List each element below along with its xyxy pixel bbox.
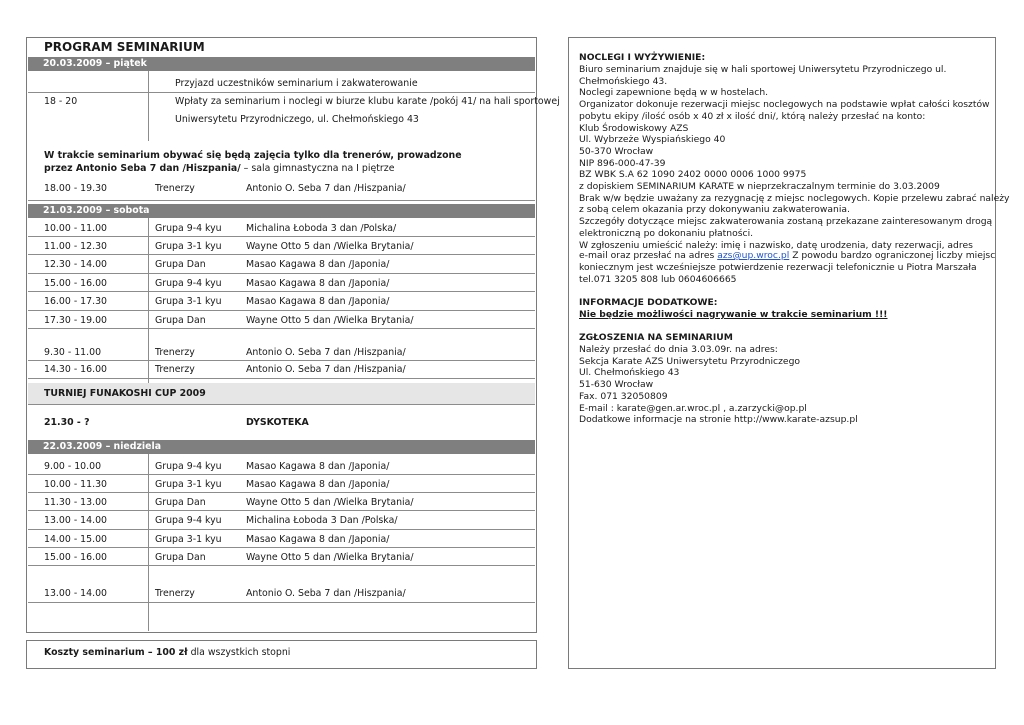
text-line: Należy przesłać do dnia 3.03.09r. na adres: (579, 344, 778, 355)
schedule-instructor: Masao Kagawa 8 dan /Japonia/ (246, 278, 390, 289)
text-line: E-mail : karate@gen.ar.wroc.pl , a.zarzycki@op.pl (579, 402, 807, 414)
row-divider (28, 254, 535, 255)
schedule-group: Grupa 9-4 kyu (155, 515, 222, 526)
text-line: z dopiskiem SEMINARIUM KARATE w nieprzekraczalnym terminie do 3.03.2009 (579, 181, 940, 192)
schedule-time: 15.00 - 16.00 (44, 278, 108, 289)
schedule-group: Trenerzy (155, 364, 195, 375)
schedule-group: Grupa 3-1 kyu (155, 296, 222, 307)
text-line: pobytu ekipy /ilość osób x 40 zł x ilość dni/, którą należy przesłać na konto: (579, 110, 926, 122)
text-line: Fax. 071 32050809 (579, 390, 668, 402)
schedule-time: 10.00 - 11.00 (44, 223, 108, 234)
schedule-instructor: Wayne Otto 5 dan /Wielka Brytania/ (246, 241, 414, 252)
schedule-instructor: Masao Kagawa 8 dan /Japonia/ (246, 461, 390, 472)
text-line: W zgłoszeniu umieścić należy: imię i nazwisko, datę urodzenia, daty rezerwacji, adres (579, 239, 973, 251)
arrival-text: Przyjazd uczestników seminarium i zakwaterowanie (175, 78, 418, 89)
schedule-group: Grupa Dan (155, 552, 206, 563)
row-divider (28, 510, 535, 511)
schedule-instructor: Wayne Otto 5 dan /Wielka Brytania/ (246, 497, 414, 508)
text-line: Ul. Wybrzeże Wyspiańskiego 40 (579, 134, 726, 146)
text-line: tel.071 3205 808 lub 0604606665 (579, 273, 737, 285)
row-divider (28, 378, 535, 379)
text-line: Noclegi zapewnione będą w w hostelach. (579, 87, 769, 99)
email-line (579, 250, 995, 262)
schedule-time: 13.00 - 14.00 (44, 515, 108, 526)
schedule-group: Trenerzy (155, 347, 195, 358)
row-divider (28, 291, 535, 292)
trainer-notice-bold: przez Antonio Seba 7 dan /Hiszpania/ (44, 163, 241, 174)
day-header-friday: 20.03.2009 – piątek (28, 57, 535, 71)
schedule-time: 14.00 - 15.00 (44, 534, 108, 545)
text-line: koniecznym jest wcześniejsze potwierdzenie rezerwacji telefonicznie u Piotra Marszała (579, 262, 977, 273)
text-line: Klub Środowiskowy AZS (579, 122, 689, 134)
trainer-notice-rest: – sala gimnastyczna na I piętrze (240, 163, 395, 174)
row-divider (28, 200, 535, 201)
schedule-group: Grupa 9-4 kyu (155, 223, 222, 234)
schedule-group: Trenerzy (155, 183, 195, 194)
schedule-instructor: Masao Kagawa 8 dan /Japonia/ (246, 479, 390, 490)
schedule-group: Grupa Dan (155, 497, 206, 508)
row-divider (28, 547, 535, 548)
schedule-group: Grupa Dan (155, 315, 206, 326)
schedule-time: 17.30 - 19.00 (44, 315, 108, 326)
payment-text-line2: Uniwersytetu Przyrodniczego, ul. Chełmońskiego 43 (175, 114, 419, 125)
registration-title: ZGŁOSZENIA NA SEMINARIUM (579, 332, 733, 343)
schedule-time: 12.30 - 14.00 (44, 259, 108, 270)
schedule-time: 9.00 - 10.00 (44, 461, 102, 472)
schedule-instructor: Antonio O. Seba 7 dan /Hiszpania/ (246, 347, 406, 358)
payment-time: 18 - 20 (44, 96, 78, 107)
schedule-group: Grupa 3-1 kyu (155, 534, 222, 545)
row-divider (28, 236, 535, 237)
email-link[interactable]: azs@up.wroc.pl (717, 250, 790, 261)
schedule-time: 14.30 - 16.00 (44, 364, 108, 375)
trainer-notice-line2 (44, 163, 394, 175)
schedule-time: 9.30 - 11.00 (44, 347, 102, 358)
schedule-instructor: Michalina Łoboda 3 Dan /Polska/ (246, 515, 398, 526)
text-line: NIP 896-000-47-39 (579, 157, 666, 169)
day-header-sunday: 22.03.2009 – niedziela (28, 440, 535, 454)
row-divider (28, 404, 535, 405)
cost-note: dla wszystkich stopni (187, 647, 291, 658)
tournament-title: TURNIEJ FUNAKOSHI CUP 2009 (44, 388, 206, 399)
row-divider (28, 310, 535, 311)
email-line-post: Z powodu bardzo ograniczonej liczby miejsc (789, 250, 996, 261)
cost-amount: Koszty seminarium – 100 zł (44, 647, 188, 658)
page-title: PROGRAM SEMINARIUM (44, 40, 205, 54)
text-line: elektroniczną po dokonaniu płatności. (579, 227, 754, 239)
row-divider (28, 92, 535, 93)
email-line-pre: e-mail oraz przesłać na adres (579, 250, 718, 261)
text-line: Chełmońskiego 43. (579, 75, 668, 87)
text-line: Organizator dokonuje rezerwacji miejsc noclegowych na podstawie wpłat całości kosztów (579, 99, 990, 111)
schedule-time: 11.30 - 13.00 (44, 497, 108, 508)
disco-label: DYSKOTEKA (246, 417, 309, 428)
schedule-time: 13.00 - 14.00 (44, 588, 108, 599)
schedule-time: 18.00 - 19.30 (44, 183, 108, 194)
column-divider (148, 71, 149, 141)
schedule-instructor: Michalina Łoboda 3 dan /Polska/ (246, 223, 397, 234)
column-divider (148, 218, 149, 383)
schedule-instructor: Masao Kagawa 8 dan /Japonia/ (246, 296, 390, 307)
schedule-instructor: Antonio O. Seba 7 dan /Hiszpania/ (246, 364, 406, 375)
text-line: Brak w/w będzie uważany za rezygnację z miejsc noclegowych. Kopie przelewu zabrać należy (579, 192, 1010, 204)
schedule-group: Grupa 3-1 kyu (155, 479, 222, 490)
schedule-group: Grupa 9-4 kyu (155, 278, 222, 289)
text-line: Szczegóły dotyczące miejsc zakwaterowania zostaną przekazane zainteresowanym drogą (579, 216, 993, 228)
info-title: INFORMACJE DODATKOWE: (579, 297, 718, 308)
schedule-time: 16.00 - 17.30 (44, 296, 108, 307)
schedule-instructor: Antonio O. Seba 7 dan /Hiszpania/ (246, 183, 406, 194)
schedule-time: 10.00 - 11.30 (44, 479, 108, 490)
text-line: 51-630 Wrocław (579, 379, 654, 391)
disco-time: 21.30 - ? (44, 417, 90, 428)
schedule-group: Grupa Dan (155, 259, 206, 270)
text-line: Dodatkowe informacje na stronie http://www.karate-azsup.pl (579, 414, 858, 426)
text-line: z sobą celem okazania przy dokonywaniu zakwaterowania. (579, 204, 850, 216)
text-line: Ul. Chełmońskiego 43 (579, 367, 680, 379)
text-line: Sekcja Karate AZS Uniwersytetu Przyrodniczego (579, 355, 801, 367)
text-line: 50-370 Wrocław (579, 145, 654, 157)
schedule-time: 15.00 - 16.00 (44, 552, 108, 563)
row-divider (28, 328, 535, 329)
row-divider (28, 474, 535, 475)
info-text: Nie będzie możliwości nagrywanie w trakcie seminarium !!! (579, 309, 888, 320)
payment-text-line1: Wpłaty za seminarium i noclegi w biurze klubu karate /pokój 41/ na hali sportowej (175, 96, 560, 107)
schedule-time: 11.00 - 12.30 (44, 241, 108, 252)
text-line: BZ WBK S.A 62 1090 2402 0000 0006 1000 9975 (579, 169, 807, 181)
row-divider (28, 565, 535, 566)
schedule-instructor: Masao Kagawa 8 dan /Japonia/ (246, 259, 390, 270)
column-divider (148, 454, 149, 631)
schedule-instructor: Masao Kagawa 8 dan /Japonia/ (246, 534, 390, 545)
schedule-group: Grupa 3-1 kyu (155, 241, 222, 252)
day-header-saturday: 21.03.2009 – sobota (28, 204, 535, 218)
row-divider (28, 360, 535, 361)
row-divider (28, 492, 535, 493)
cost-text (44, 647, 290, 659)
row-divider (28, 602, 535, 603)
row-divider (28, 273, 535, 274)
trainer-notice-line1: W trakcie seminarium obywać się będą zajęcia tylko dla trenerów, prowadzone (44, 150, 462, 161)
text-line: Biuro seminarium znajduje się w hali sportowej Uniwersytetu Przyrodniczego ul. (579, 64, 947, 75)
schedule-group: Trenerzy (155, 588, 195, 599)
row-divider (28, 529, 535, 530)
lodging-title: NOCLEGI I WYŻYWIENIE: (579, 52, 706, 63)
schedule-group: Grupa 9-4 kyu (155, 461, 222, 472)
schedule-instructor: Antonio O. Seba 7 dan /Hiszpania/ (246, 588, 406, 599)
schedule-instructor: Wayne Otto 5 dan /Wielka Brytania/ (246, 552, 414, 563)
schedule-instructor: Wayne Otto 5 dan /Wielka Brytania/ (246, 315, 414, 326)
